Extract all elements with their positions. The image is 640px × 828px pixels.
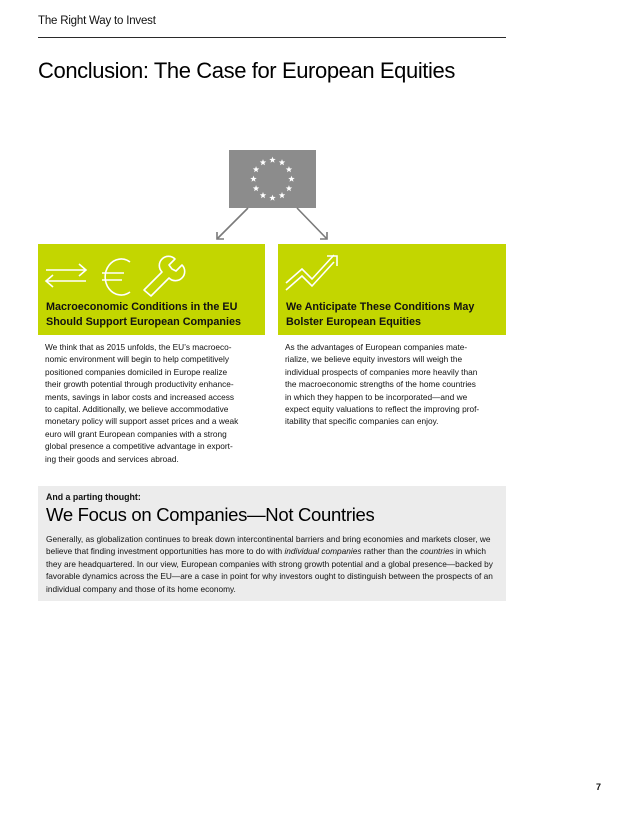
header-title: The Right Way to Invest [38,15,156,27]
flag-star-icon [269,195,275,201]
parting-title: We Focus on Companies—Not Countries [46,504,375,525]
macro-conditions-heading: Macroeconomic Conditions in the EU Should Support European Companies [46,301,241,328]
macro-conditions-panel [38,244,265,335]
page-number: 7 [596,782,602,792]
macro-conditions-body: We think that as 2015 unfolds, the EU’s macroeco- nomic environment will begin to help competitively positioned companies domiciled in Europe realize their growth potential through productivity enhance- ments, savings in labor costs and increased access to capital. Additionally, we believe accommodative monetary policy will support asset prices and a weak euro will grant European companies with a strong global presence a competitive advantage in export- ing their goods and services abroad. [45,342,239,464]
anticipate-conditions-panel [278,244,506,335]
wrench-icon [144,256,185,296]
eu-flag-icon [229,150,316,208]
flag-star-icon [250,176,256,182]
flag-star-icon [288,176,294,182]
euro-icon [102,259,130,295]
arrow-right-icon [297,208,327,239]
page-title: Conclusion: The Case for European Equities [38,58,455,83]
flag-star-icon [279,159,285,165]
flag-star-icon [260,159,266,165]
anticipate-conditions-body: As the advantages of European companies mate- rialize, we believe equity investors will weigh the individual prospects of companies more heavily than the macroeconomic strengths of the home countries in which they happen to be incorporated—and we expect equity valuations to reflect the improving prof- itability that specific companies can enjoy. [285,342,480,427]
trend-up-icon [286,255,337,290]
flag-star-icon [286,166,292,172]
parting-paragraph: Generally, as globalization continues to break down intercontinental barriers and bring economies and markets closer, we believe that finding investment opportunities has more to do with individual companies rather than the countries in which they are headquartered. In our view, European companies with strong growth potential and a global presence—backed by favorable dynamics across the EU—are a case in point for why investors ought to distinguish between the prospects of an individual company and those of its home economy. [46,534,493,594]
anticipate-conditions-heading: We Anticipate These Conditions May Bolster European Equities [286,301,475,328]
flag-star-icon [253,185,259,191]
parting-kicker: And a parting thought: [46,492,141,502]
flag-star-icon [269,157,275,163]
flag-star-icon [279,192,285,198]
flag-star-icon [260,192,266,198]
parting-thought-panel [38,486,506,601]
flag-star-icon [286,185,292,191]
header-divider [38,37,506,38]
diverging-arrows [200,206,340,246]
flag-star-icon [253,166,259,172]
arrow-left-icon [217,208,248,239]
exchange-arrows-icon [46,264,86,287]
